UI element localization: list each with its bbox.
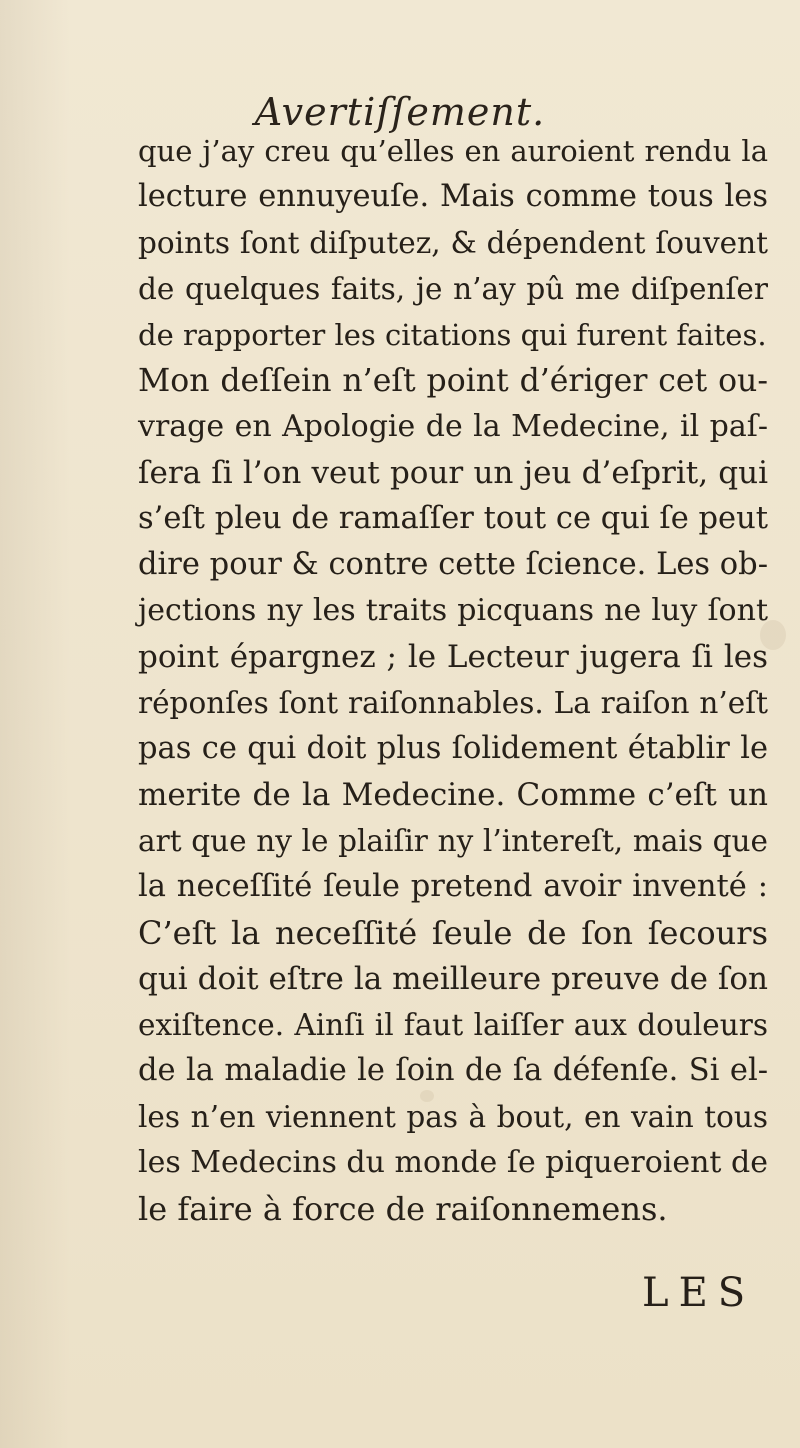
- text-line: C’eſt la neceſſité ſeule de ſon ſecours: [138, 914, 768, 952]
- text-line: réponſes ſont raiſonnables. La raiſon n’eſt: [138, 686, 768, 720]
- text-line: la neceſſité ſeule pretend avoir inventé :: [138, 869, 768, 904]
- text-line: lecture ennuyeuſe. Mais comme tous les: [138, 179, 768, 214]
- text-line: jections ny les traits picquans ne luy ſont: [138, 593, 768, 628]
- text-line: de quelques faits, je n’ay pû me diſpenſer: [138, 272, 768, 306]
- text-line: point épargnez ; le Lecteur jugera ſi les: [138, 639, 768, 675]
- text-line: les n’en viennent pas à bout, en vain tous: [138, 1100, 768, 1134]
- text-line: points ſont diſputez, & dépendent ſouvent: [138, 226, 768, 260]
- text-line: dire pour & contre cette ſcience. Les ob-: [138, 547, 768, 582]
- body-text: [138, 128, 768, 1232]
- text-line: qui doit eſtre la meilleure preuve de ſon: [138, 961, 768, 997]
- running-title: Avertiſſement.: [254, 90, 546, 134]
- text-line: le faire à force de raiſonnemens.: [138, 1190, 668, 1228]
- text-line: s’eſt pleu de ramaſſer tout ce qui ſe peut: [138, 501, 768, 536]
- text-line: de rapporter les citations qui furent faites.: [138, 318, 767, 352]
- text-line: ſera ſi l’on veut pour un jeu d’eſprit, qui: [138, 455, 768, 491]
- text-line: pas ce qui doit plus ſolidement établir le: [138, 731, 768, 766]
- catchword: LES: [642, 1270, 756, 1316]
- text-line: que j’ay creu qu’elles en auroient rendu la: [138, 134, 768, 168]
- paragraph-start-line: Mon deſſein n’eſt point d’ériger cet ou-: [138, 363, 768, 399]
- text-line: de la maladie le ſoin de ſa défenſe. Si el-: [138, 1053, 768, 1088]
- text-line: art que ny le plaiſir ny l’intereſt, mais que: [138, 824, 768, 858]
- page-gutter-shadow: [0, 0, 70, 1448]
- text-line: vrage en Apologie de la Medecine, il paſ-: [138, 409, 768, 444]
- text-line: exiſtence. Ainſi il faut laiſſer aux douleurs: [138, 1008, 768, 1042]
- text-line: les Medecins du monde ſe piqueroient de: [138, 1145, 768, 1180]
- text-line: merite de la Medecine. Comme c’eſt un: [138, 777, 768, 813]
